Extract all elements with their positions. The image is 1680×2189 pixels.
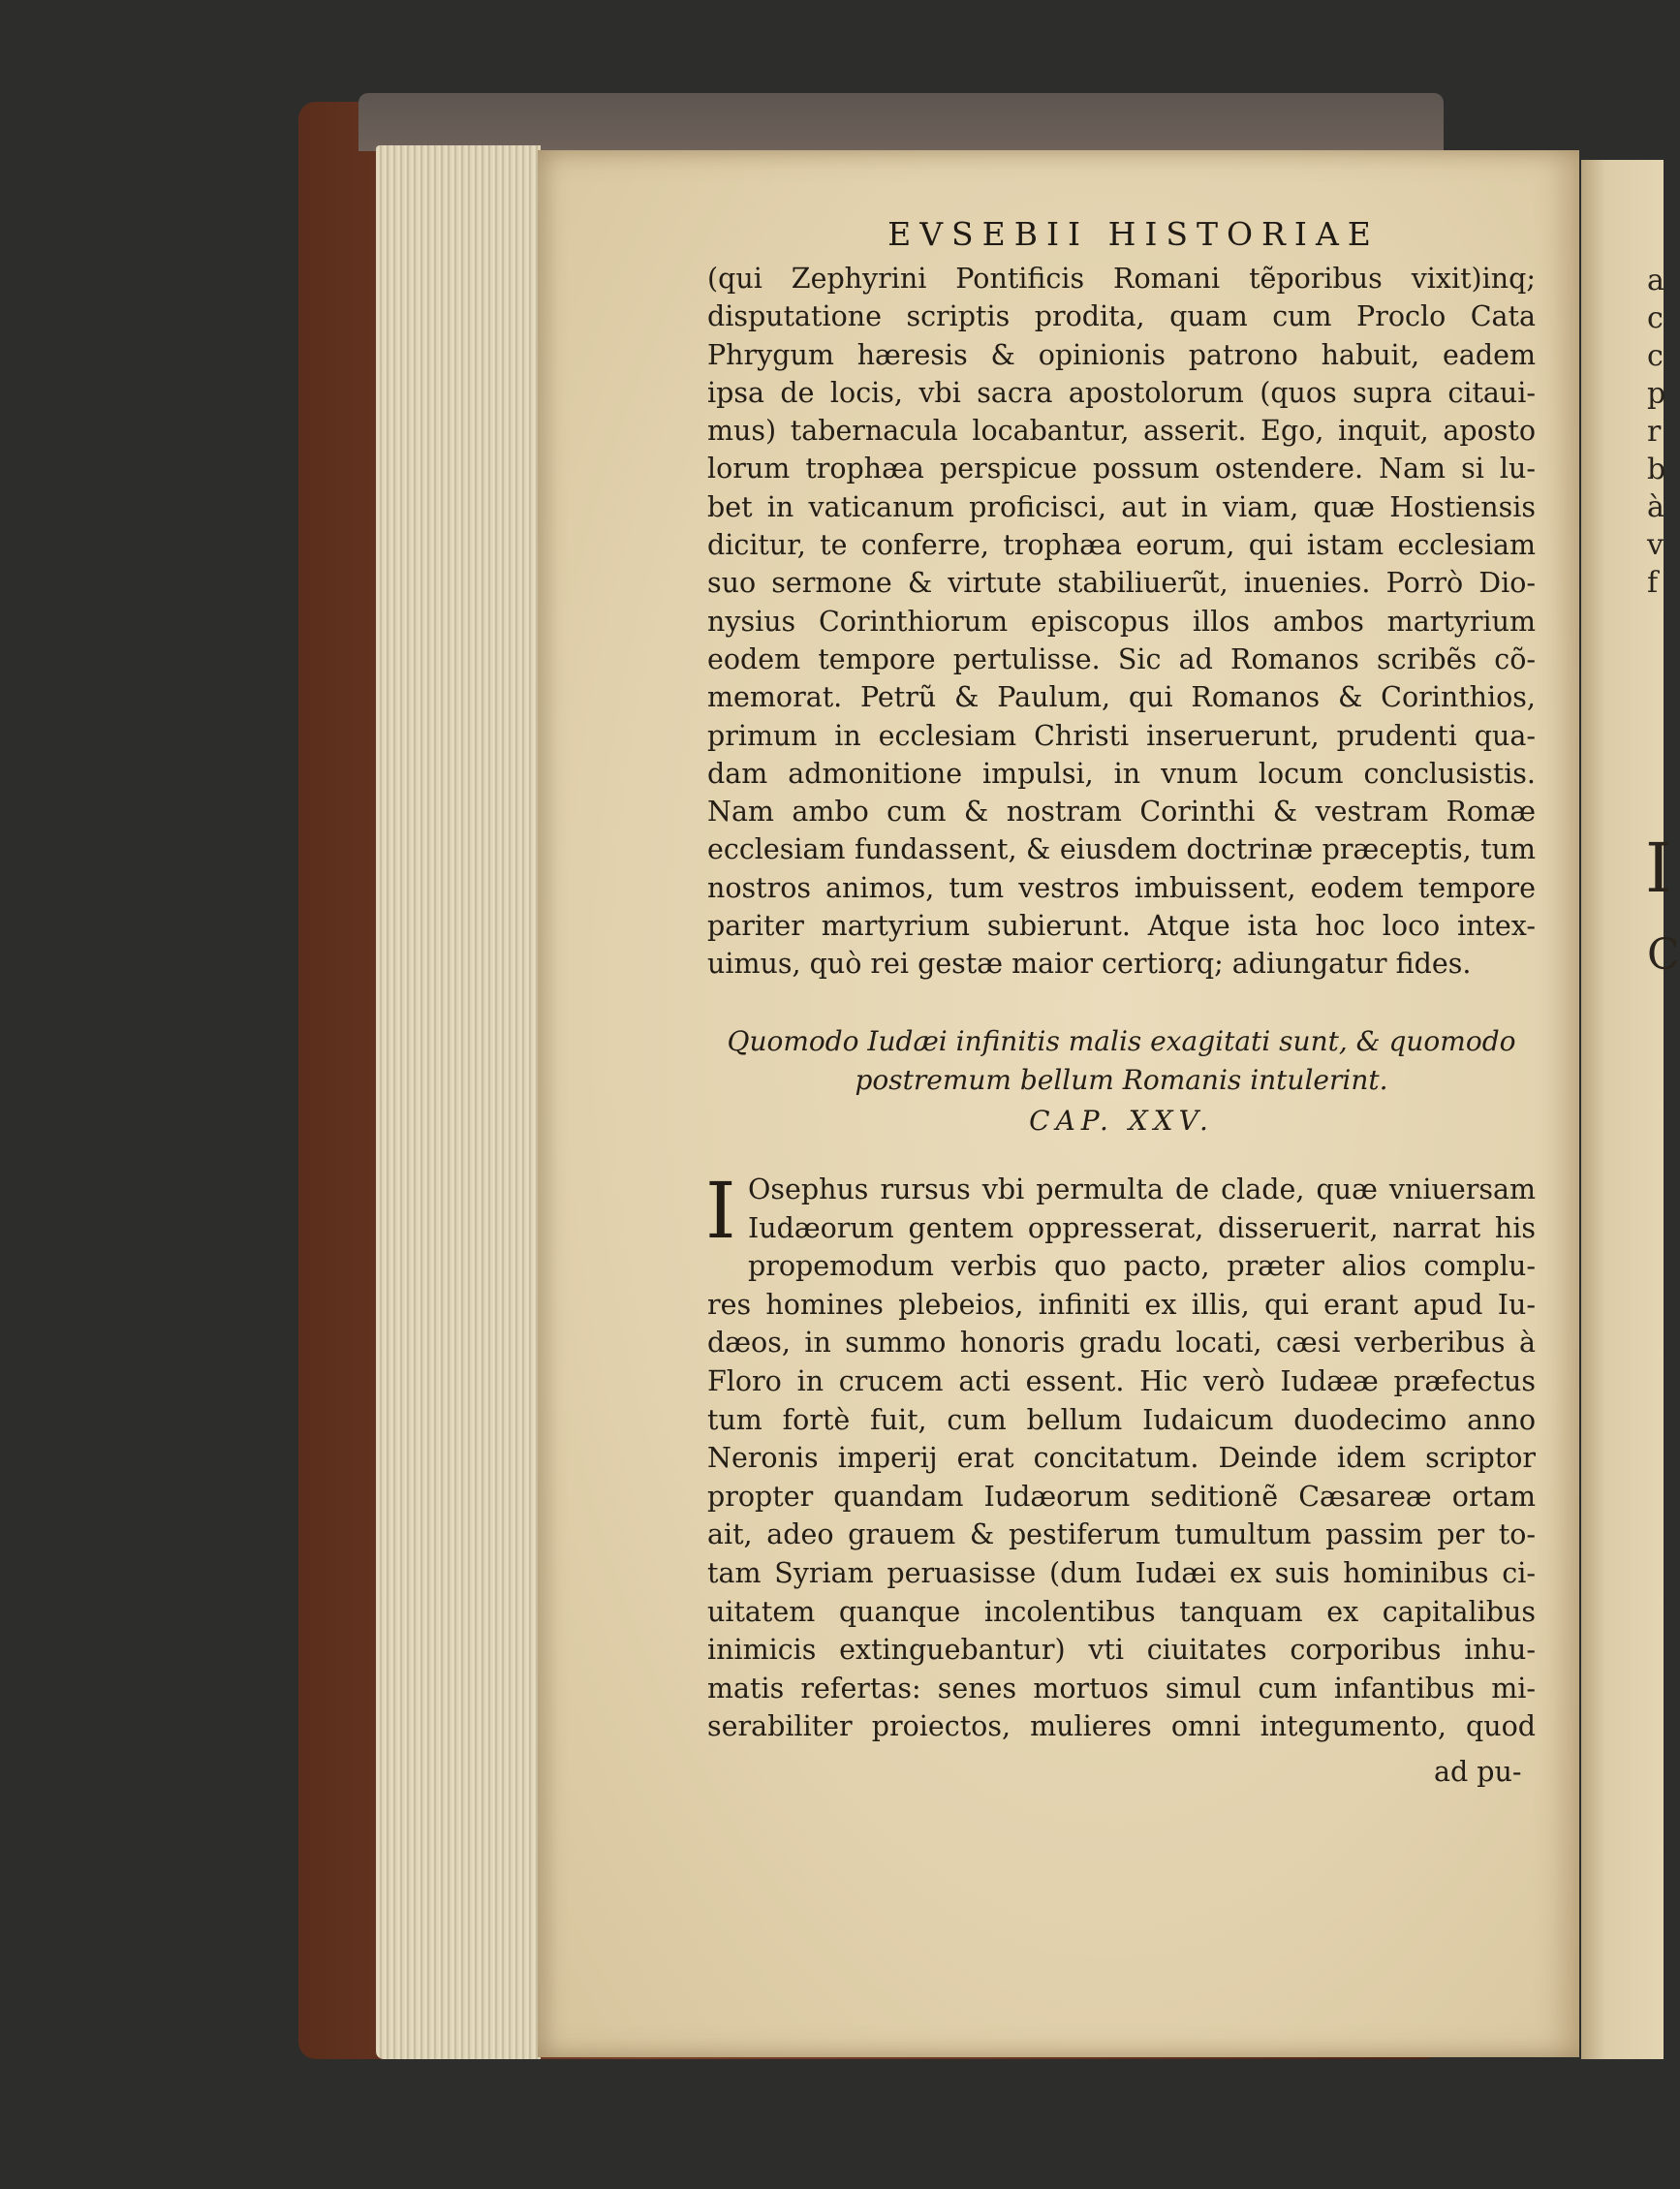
paragraph-1 <box>707 260 1536 984</box>
chapter-heading-line-2: postremum bellum Romanis intulerint. <box>855 1064 1388 1096</box>
text-line: nysius Corinthiorum episcopus illos ambos martyrium <box>707 605 1536 638</box>
facing-fragment: a <box>1647 264 1664 297</box>
text-line: res homines plebeios, infiniti ex illis, qui erant apud Iu- <box>707 1288 1536 1321</box>
running-title: EVSEBII HISTORIAE <box>887 215 1380 253</box>
facing-page-fragments <box>1647 262 1664 602</box>
text-line: Osephus rursus vbi permulta de clade, quæ vniuersam <box>748 1173 1536 1205</box>
facing-fragment: f <box>1647 566 1659 600</box>
text-line: matis refertas: senes mortuos simul cum infantibus mi- <box>707 1672 1536 1704</box>
text-line: bet in vaticanum proficisci, aut in viam, quæ Hostiensis <box>707 490 1536 523</box>
text-line: pariter martyrium subierunt. Atque ista hoc loco intex- <box>707 910 1536 943</box>
facing-fragment: r <box>1647 415 1662 449</box>
text-line: disputatione scriptis prodita, quam cum Proclo Cata <box>707 300 1536 333</box>
facing-fragment: p <box>1647 377 1666 411</box>
facing-fragment: à <box>1647 490 1664 524</box>
text-line: propemodum verbis quo pacto, præter alios complu- <box>748 1250 1536 1283</box>
paragraph-2 <box>705 1166 1536 1746</box>
facing-large-letter: I <box>1645 829 1672 908</box>
drop-cap: I <box>705 1166 736 1256</box>
text-line: suo sermone & virtute stabiliuerũt, inuenies. Porrò Dio- <box>707 567 1536 600</box>
text-line: Neronis imperij erat concitatum. Deinde idem scriptor <box>707 1442 1536 1475</box>
text-line: uitatem quanque incolentibus tanquam ex capitalibus <box>707 1595 1536 1628</box>
text-line: mus) tabernacula locabantur, asserit. Ego, inquit, aposto <box>707 415 1536 448</box>
text-line: Phrygum hæresis & opinionis patrono habuit, eadem <box>707 338 1536 371</box>
text-line: inimicis extinguebantur) vti ciuitates corporibus inhu- <box>707 1634 1536 1667</box>
text-line: ait, adeo grauem & pestiferum tumultum passim per to- <box>707 1518 1536 1551</box>
text-line: Nam ambo cum & nostram Corinthi & vestram Romæ <box>707 796 1536 829</box>
text-line: (qui Zephyrini Pontificis Romani tẽporibus vixit)inq; <box>707 263 1536 295</box>
text-line: memorat. Petrũ & Paulum, qui Romanos & Corinthios, <box>707 681 1536 714</box>
text-line: dæos, in summo honoris gradu locati, cæsi verberibus à <box>707 1327 1536 1360</box>
book-top-edge <box>358 93 1444 151</box>
page-edges <box>376 145 541 2059</box>
catchword: ad pu- <box>1434 1756 1522 1788</box>
chapter-number: CAP. XXV. <box>1029 1105 1214 1137</box>
text-line: primum in ecclesiam Christi inseruerunt, prudenti qua- <box>707 719 1536 752</box>
chapter-heading-line-1: Quomodo Iudæi infinitis malis exagitati sunt, & quomodo <box>727 1025 1516 1057</box>
text-line: dam admonitione impulsi, in vnum locum conclusistis. <box>707 757 1536 790</box>
text-line: ipsa de locis, vbi sacra apostolorum (quos supra citaui- <box>707 376 1536 409</box>
text-line: propter quandam Iudæorum seditionẽ Cæsareæ ortam <box>707 1480 1536 1513</box>
facing-fragment: b <box>1647 453 1666 486</box>
chapter-heading <box>707 1022 1536 1100</box>
text-line: serabiliter proiectos, mulieres omni integumento, quod <box>707 1710 1536 1743</box>
text-line: tum fortè fuit, cum bellum Iudaicum duodecimo anno <box>707 1403 1536 1436</box>
facing-fragment: c <box>1647 339 1664 373</box>
text-line: lorum trophæa perspicue possum ostendere. Nam si lu- <box>707 453 1536 485</box>
text-line: Floro in crucem acti essent. Hic verò Iudææ præfectus <box>707 1364 1536 1397</box>
text-line: ecclesiam fundassent, & eiusdem doctrinæ præceptis, tum <box>707 833 1536 866</box>
text-line: eodem tempore pertulisse. Sic ad Romanos scribẽs cõ- <box>707 642 1536 675</box>
facing-fragment: c <box>1647 301 1664 335</box>
text-line: tam Syriam peruasisse (dum Iudæi ex suis hominibus ci- <box>707 1556 1536 1589</box>
text-line: nostros animos, tum vestros imbuissent, eodem tempore <box>707 871 1536 904</box>
facing-large-letter-2: C <box>1647 930 1680 980</box>
text-line: dicitur, te conferre, trophæa eorum, qui istam ecclesiam <box>707 529 1536 562</box>
facing-fragment: v <box>1647 528 1664 562</box>
text-line: uimus, quò rei gestæ maior certiorq; adiungatur fides. <box>707 948 1472 981</box>
text-line: Iudæorum gentem oppresserat, disseruerit, narrat his <box>748 1211 1536 1244</box>
